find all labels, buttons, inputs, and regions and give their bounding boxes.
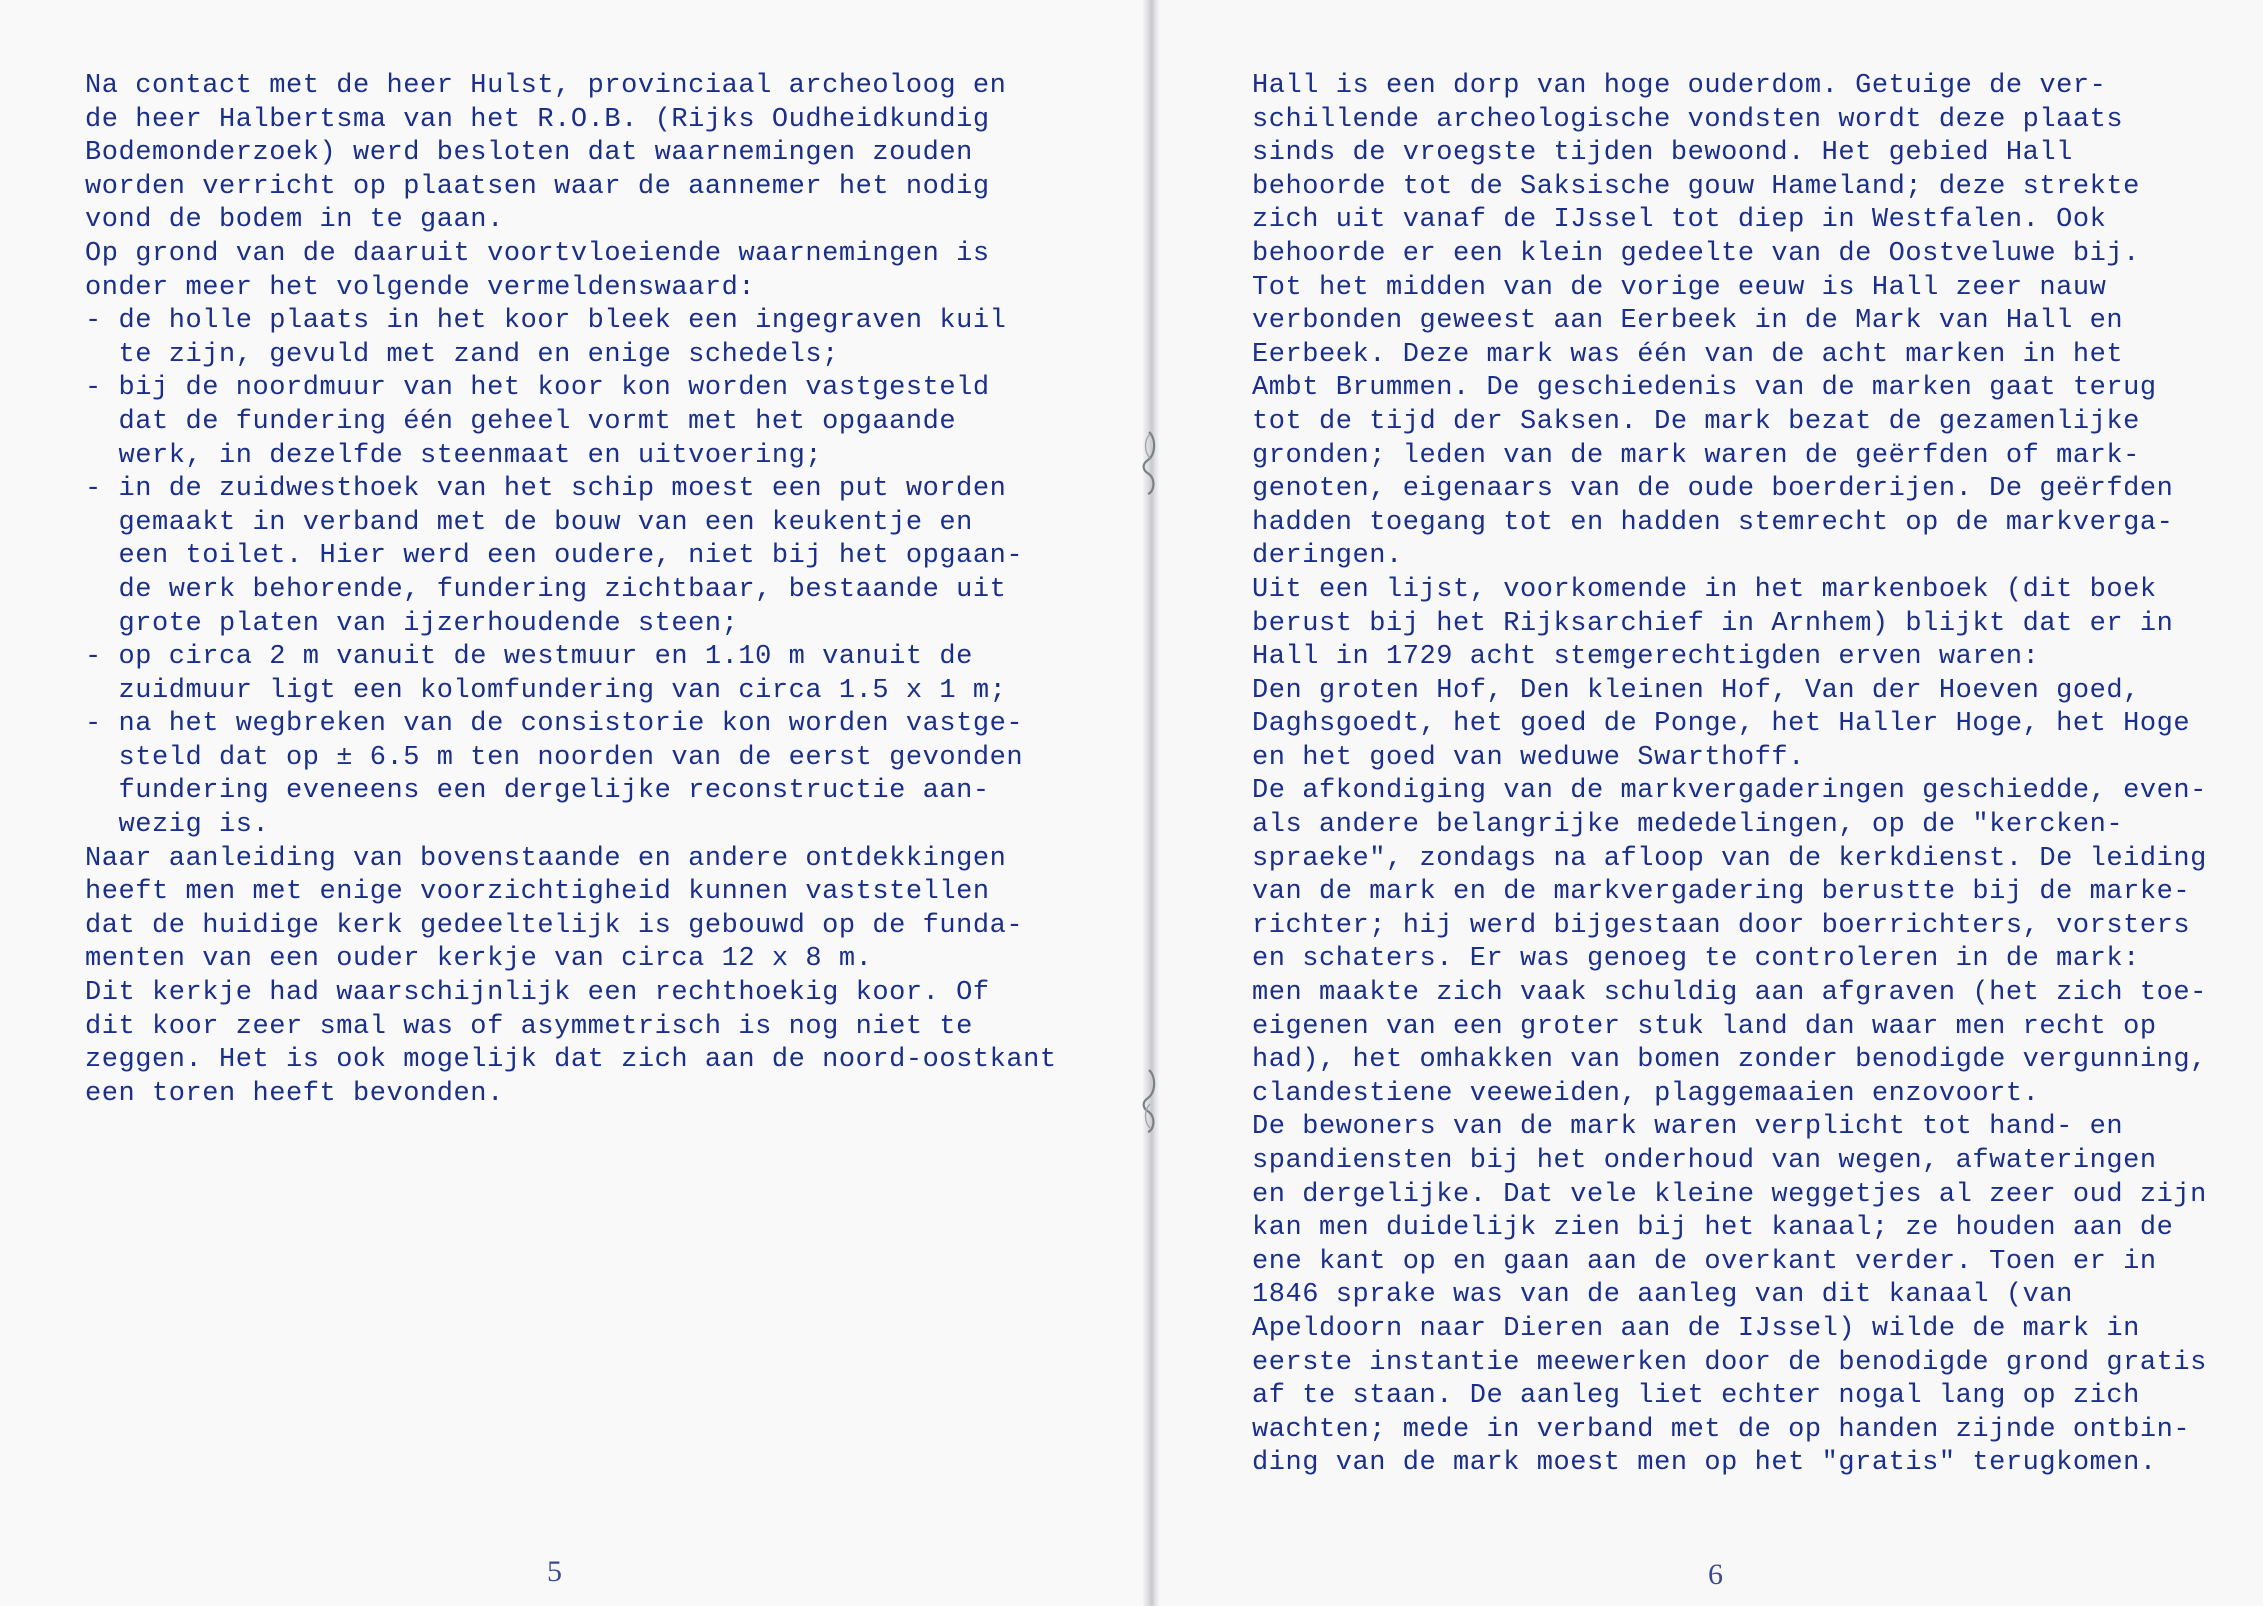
text-line: 1846 sprake was van de aanleg van dit kanaal (van — [1252, 1280, 2073, 1311]
text-line: spraeke", zondags na afloop van de kerkdienst. De leiding — [1252, 843, 2207, 874]
text-line: wachten; mede in verband met de op handen zijnde ontbin- — [1252, 1414, 2191, 1445]
text-line: onder meer het volgende vermeldenswaard: — [85, 272, 756, 303]
text-line: spandiensten bij het onderhoud van wegen, afwateringen — [1252, 1146, 2157, 1176]
text-line: Hall is een dorp van hoge ouderdom. Getuige de ver- — [1252, 71, 2107, 101]
text-line: de heer Halbertsma van het R.O.B. (Rijks Oudheidkundig — [85, 104, 990, 135]
text-line: en het goed van weduwe Swarthoff. — [1252, 742, 1805, 773]
text-line: van de mark en de markvergadering berustte bij de marke- — [1252, 877, 2191, 908]
text-line: ding van de mark moest men op het "gratis" terugkomen. — [1252, 1448, 2157, 1479]
text-line: steld dat op ± 6.5 m ten noorden van de eerst gevonden — [85, 742, 1024, 773]
text-line: deringen. — [1252, 541, 1403, 572]
text-line: eigenen van een groter stuk land dan waar men recht op — [1252, 1011, 2157, 1042]
text-line: Den groten Hof, Den kleinen Hof, Van der Hoeven goed, — [1252, 675, 2140, 706]
text-line: hadden toegang tot en hadden stemrecht op de markverga- — [1252, 507, 2174, 538]
text-line: ene kant op en gaan aan de overkant verder. Toen er in — [1252, 1246, 2157, 1277]
text-line: - bij de noordmuur van het koor kon worden vastgesteld — [85, 373, 990, 404]
page-number-right: 6 — [1708, 1558, 1723, 1591]
text-line: Eerbeek. Deze mark was één van de acht marken in het — [1252, 339, 2124, 370]
text-line: - in de zuidwesthoek van het schip moest een put worden — [85, 474, 1007, 505]
text-line: een toren heeft bevonden. — [85, 1078, 504, 1109]
text-line: gronden; leden van de mark waren de geërfden of mark- — [1252, 440, 2140, 471]
text-line: zeggen. Het is ook mogelijk dat zich aan de noord-oostkant — [85, 1045, 1057, 1076]
binding-gutter — [1143, 0, 1159, 1606]
text-line: behoorde tot de Saksische gouw Hameland; deze strekte — [1252, 171, 2140, 202]
text-line: heeft men met enige voorzichtigheid kunnen vaststellen — [85, 877, 990, 908]
text-line: behoorde er een klein gedeelte van de Oostveluwe bij. — [1252, 238, 2140, 269]
text-line: - de holle plaats in het koor bleek een ingegraven kuil — [85, 306, 1007, 337]
text-line: genoten, eigenaars van de oude boerderijen. De geërfden — [1252, 474, 2174, 505]
text-line: en dergelijke. Dat vele kleine weggetjes al zeer oud zijn — [1252, 1179, 2207, 1210]
text-line: gemaakt in verband met de bouw van een keukentje en — [85, 507, 973, 538]
text-line: Op grond van de daaruit voortvloeiende waarnemingen is — [85, 238, 990, 269]
text-line: eerste instantie meewerken door de benodigde grond gratis — [1252, 1347, 2207, 1378]
staple-top-icon — [1140, 430, 1158, 496]
text-line: de werk behorende, fundering zichtbaar, bestaande uit — [85, 574, 1007, 605]
text-line: schillende archeologische vondsten wordt deze plaats — [1252, 104, 2124, 135]
text-line: dat de huidige kerk gedeeltelijk is gebouwd op de funda- — [85, 910, 1024, 941]
text-line: zuidmuur ligt een kolomfundering van circa 1.5 x 1 m; — [85, 675, 1007, 706]
text-line: De afkondiging van de markvergaderingen geschiedde, even- — [1252, 776, 2207, 807]
text-line: tot de tijd der Saksen. De mark bezat de gezamenlijke — [1252, 406, 2140, 437]
text-line: Dit kerkje had waarschijnlijk een rechthoekig koor. Of — [85, 978, 990, 1009]
text-line: dit koor zeer smal was of asymmetrisch is nog niet te — [85, 1011, 973, 1042]
text-line: berust bij het Rijksarchief in Arnhem) blijkt dat er in — [1252, 608, 2174, 639]
text-line: fundering eveneens een dergelijke reconstructie aan- — [85, 776, 990, 807]
text-line: Daghsgoedt, het goed de Ponge, het Haller Hoge, het Hoge — [1252, 709, 2191, 740]
text-line: vond de bodem in te gaan. — [85, 205, 504, 236]
text-line: De bewoners van de mark waren verplicht tot hand- en — [1252, 1112, 2124, 1143]
text-line: werk, in dezelfde steenmaat en uitvoering; — [85, 440, 823, 471]
text-line: verbonden geweest aan Eerbeek in de Mark van Hall en — [1252, 306, 2124, 337]
text-line: een toilet. Hier werd een oudere, niet bij het opgaan- — [85, 541, 1024, 572]
text-line: zich uit vanaf de IJssel tot diep in Westfalen. Ook — [1252, 205, 2107, 236]
text-line: af te staan. De aanleg liet echter nogal lang op zich — [1252, 1381, 2140, 1412]
text-line: en schaters. Er was genoeg te controleren in de mark: — [1252, 944, 2140, 975]
text-line: - op circa 2 m vanuit de westmuur en 1.10 m vanuit de — [85, 642, 973, 673]
text-line: worden verricht op plaatsen waar de aannemer het nodig — [85, 171, 990, 202]
text-line: - na het wegbreken van de consistorie kon worden vastge- — [85, 709, 1024, 740]
text-line: te zijn, gevuld met zand en enige schedels; — [85, 339, 839, 370]
text-line: sinds de vroegste tijden bewoond. Het gebied Hall — [1252, 138, 2073, 169]
staple-bottom-icon — [1140, 1068, 1158, 1134]
text-line: Uit een lijst, voorkomende in het markenboek (dit boek — [1252, 574, 2157, 605]
text-line: men maakte zich vaak schuldig aan afgraven (het zich toe- — [1252, 978, 2207, 1009]
text-line: kan men duidelijk zien bij het kanaal; ze houden aan de — [1252, 1213, 2174, 1244]
text-line: wezig is. — [85, 810, 270, 841]
right-page-text — [1252, 70, 2207, 1481]
text-line: menten van een ouder kerkje van circa 12 x 8 m. — [85, 944, 873, 975]
text-line: Bodemonderzoek) werd besloten dat waarnemingen zouden — [85, 138, 973, 169]
text-line: Ambt Brummen. De geschiedenis van de marken gaat terug — [1252, 373, 2157, 404]
page-number-left: 5 — [547, 1555, 562, 1588]
text-line: Hall in 1729 acht stemgerechtigden erven waren: — [1252, 642, 2040, 673]
text-line: Na contact met de heer Hulst, provinciaal archeoloog en — [85, 71, 1007, 101]
text-line: had), het omhakken van bomen zonder benodigde vergunning, — [1252, 1045, 2207, 1076]
text-line: als andere belangrijke mededelingen, op de "kercken- — [1252, 810, 2124, 841]
text-line: clandestiene veeweiden, plaggemaaien enzovoort. — [1252, 1078, 2040, 1109]
text-line: grote platen van ijzerhoudende steen; — [85, 608, 739, 639]
text-line: Naar aanleiding van bovenstaande en andere ontdekkingen — [85, 843, 1007, 874]
text-line: Tot het midden van de vorige eeuw is Hall zeer nauw — [1252, 272, 2107, 303]
text-line: richter; hij werd bijgestaan door boerrichters, vorsters — [1252, 910, 2191, 941]
text-line: dat de fundering één geheel vormt met het opgaande — [85, 406, 957, 437]
left-page-text — [85, 70, 1057, 1111]
text-line: Apeldoorn naar Dieren aan de IJssel) wilde de mark in — [1252, 1313, 2140, 1344]
